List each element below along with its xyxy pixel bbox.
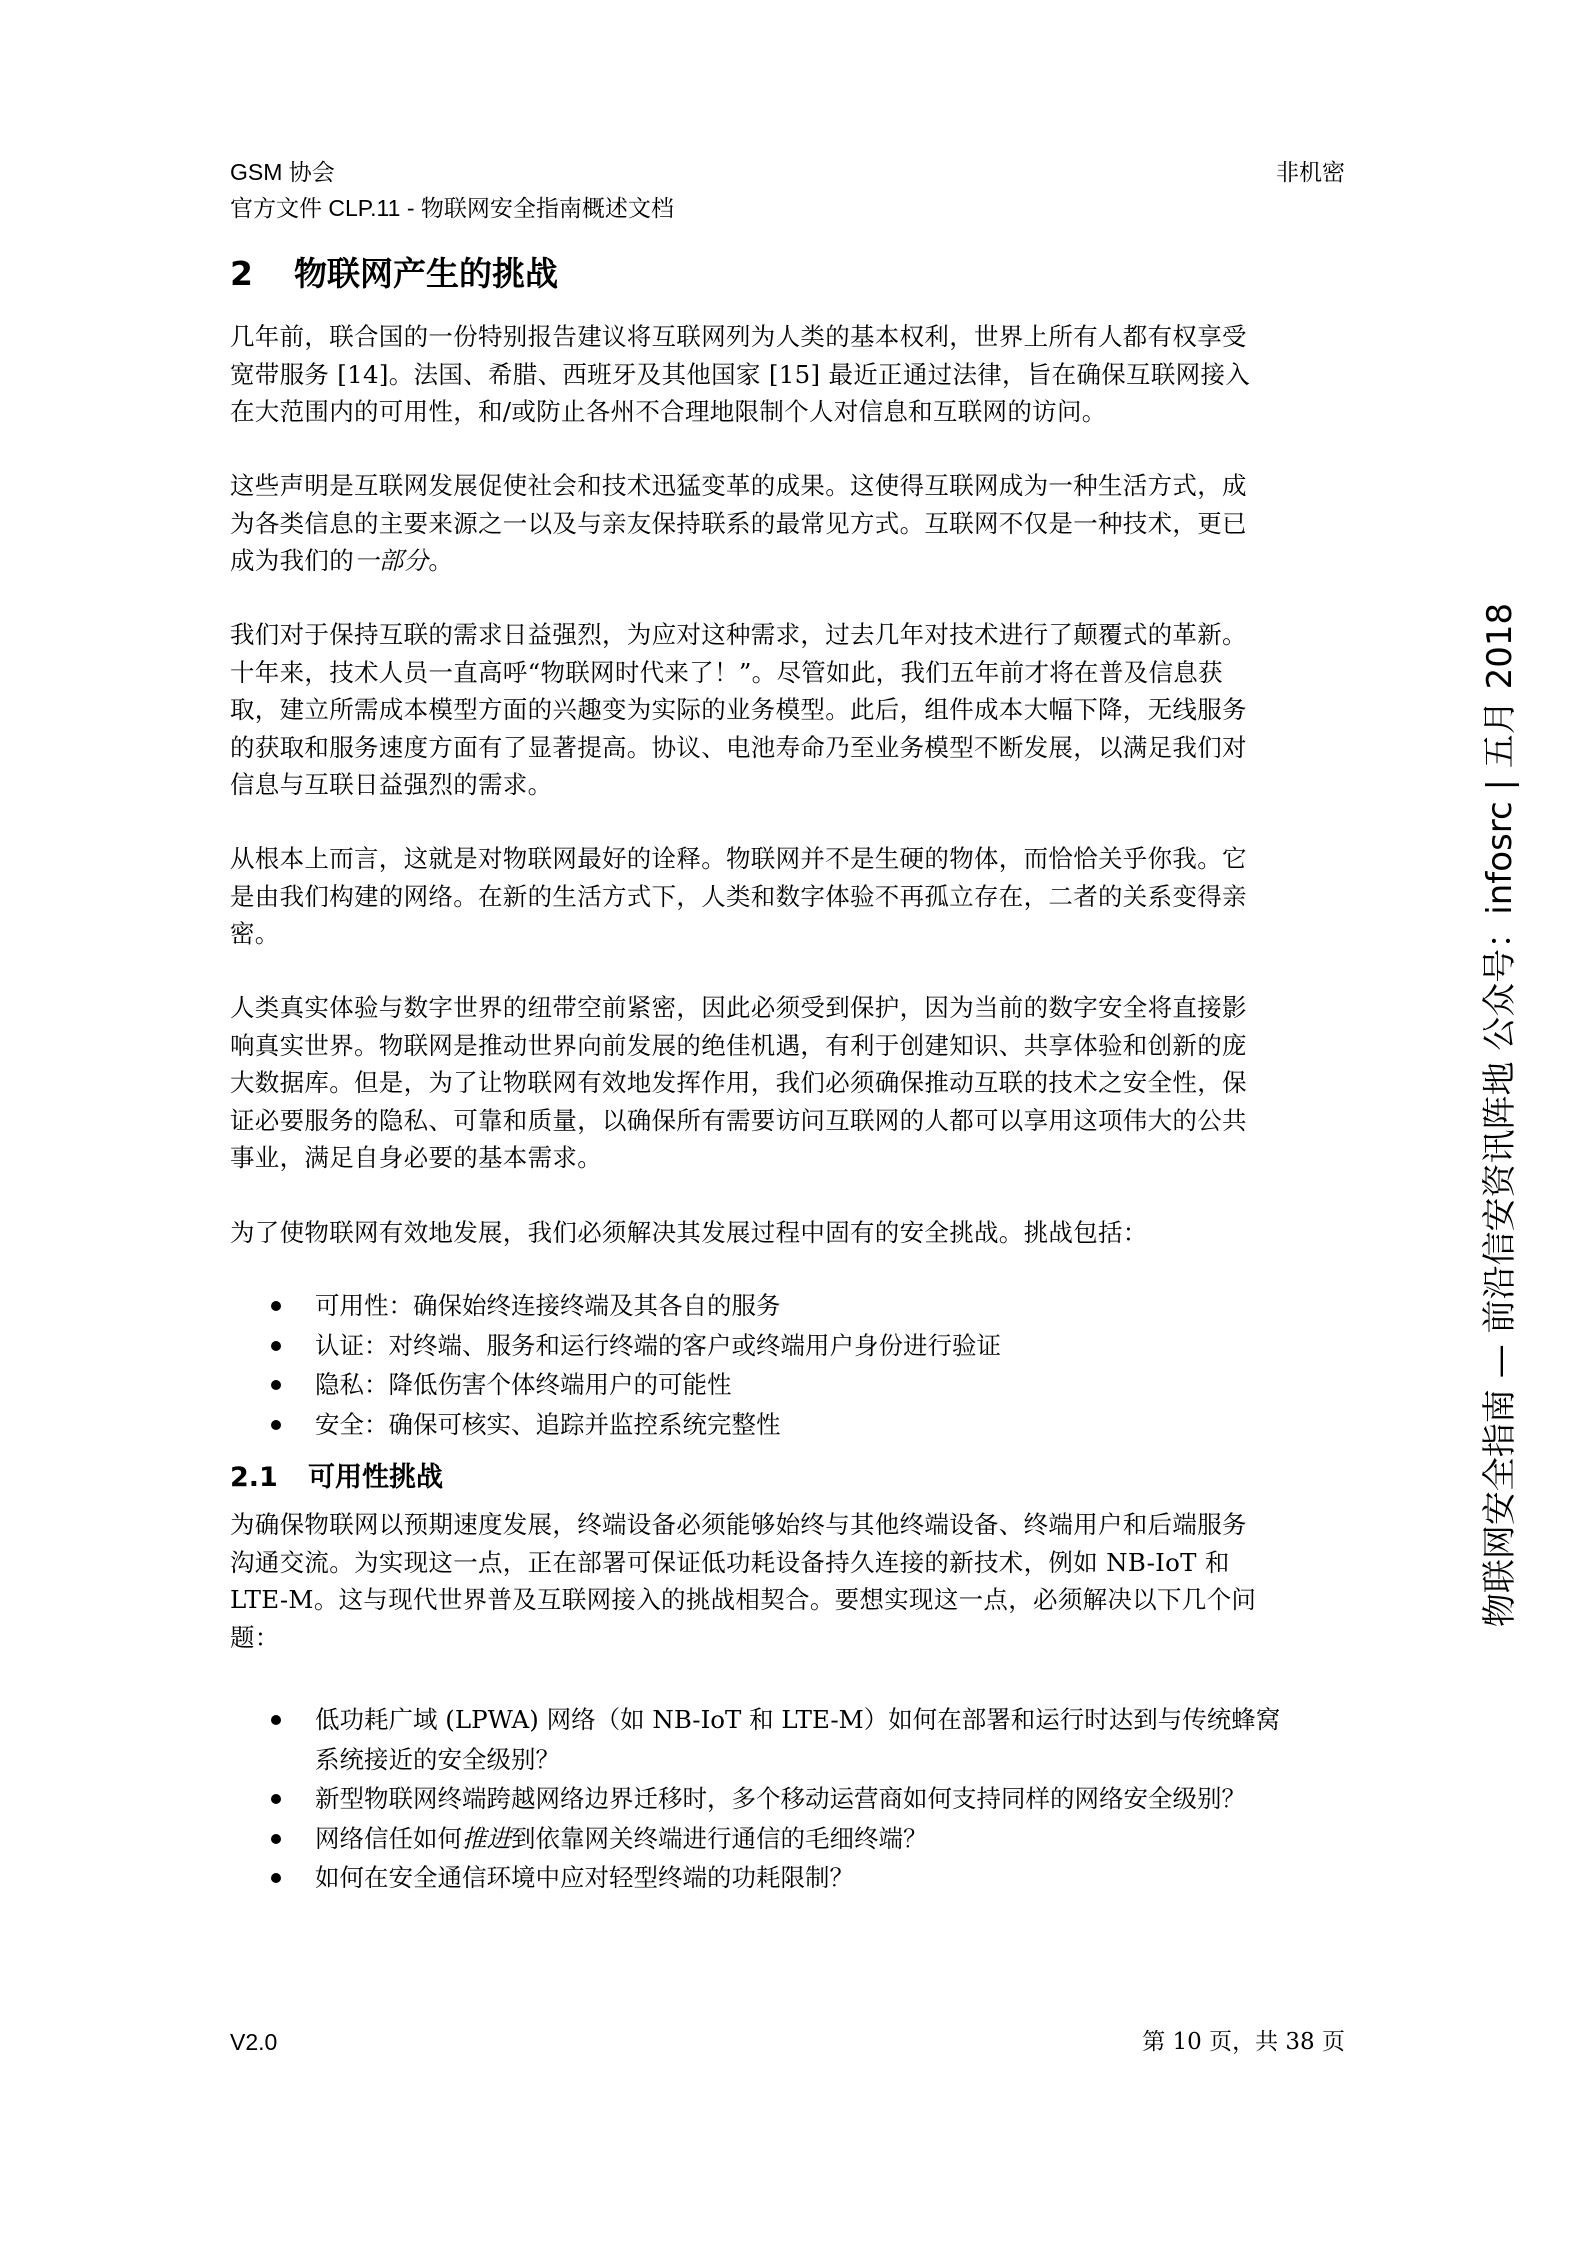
bullet-icon <box>271 1794 281 1804</box>
subsection-paragraph <box>230 1506 1352 1656</box>
paragraph-line: 为确保物联网以预期速度发展，终端设备必须能够始终与其他终端设备、终端用户和后端服务 <box>230 1510 1247 1539</box>
list-item-text: 低功耗广域 (LPWA) 网络（如 NB-IoT 和 LTE-M）如何在部署和运行时达到与传统蜂窝 <box>315 1705 1281 1734</box>
list-item-text: 系统接近的安全级别？ <box>315 1744 560 1774</box>
list-item <box>230 1326 1390 1366</box>
list-item-text: 可用性：确保始终连接终端及其各自的服务 <box>315 1291 781 1320</box>
list-item-text: 新型物联网终端跨越网络边界迁移时，多个移动运营商如何支持同样的网络安全级别？ <box>315 1784 1246 1813</box>
footer-version: V2.0 <box>230 2029 278 2055</box>
paragraph-line: 我们对于保持互联的需求日益强烈，为应对这种需求，过去几年对技术进行了颠覆式的革新。 <box>230 620 1247 649</box>
paragraph-line: 从根本上而言，这就是对物联网最好的诠释。物联网并不是生硬的物体，而恰恰关乎你我。它 <box>230 844 1247 873</box>
paragraph-line: 题： <box>230 1622 280 1652</box>
bullet-icon <box>271 1341 281 1351</box>
subsection-title: 可用性挑战 <box>308 1462 443 1493</box>
paragraph-line: 取，建立所需成本模型方面的兴趣变为实际的业务模型。此后，组件成本大幅下降，无线服务 <box>230 695 1247 724</box>
paragraph-1 <box>230 318 1352 431</box>
paragraph-line: 宽带服务 [14]。法国、希腊、西班牙及其他国家 [15] 最近正通过法律，旨在确保互联网接入 <box>230 359 1251 389</box>
paragraph-line: 大数据库。但是，为了让物联网有效地发挥作用，我们必须确保推动互联的技术之安全性，保 <box>230 1068 1247 1097</box>
text-run: 网络信任如何 <box>315 1823 462 1853</box>
bullet-icon <box>271 1420 281 1430</box>
bullet-icon <box>271 1380 281 1390</box>
paragraph-5 <box>230 989 1352 1177</box>
paragraph-line: 是由我们构建的网络。在新的生活方式下，人类和数字体验不再孤立存在，二者的关系变得亲 <box>230 881 1247 911</box>
italic-emphasis: 一部分 <box>354 546 429 575</box>
paragraph-3 <box>230 616 1352 804</box>
paragraph-line <box>230 542 1352 580</box>
subsection-number: 2.1 <box>230 1462 278 1493</box>
paragraph-line: 为各类信息的主要来源之一以及与亲友保持联系的最常见方式。互联网不仅是一种技术，更已 <box>230 508 1247 538</box>
bullet-icon <box>271 1715 281 1725</box>
paragraph-line: 的获取和服务速度方面有了显著提高。协议、电池寿命乃至业务模型不断发展，以满足我们对 <box>230 732 1247 762</box>
paragraph-line: 密。 <box>230 919 280 948</box>
subsection-heading <box>230 1460 443 1496</box>
list-item-text: 安全：确保可核实、追踪并监控系统完整性 <box>315 1409 781 1439</box>
paragraph-line: 这些声明是互联网发展促使社会和技术迅猛变革的成果。这使得互联网成为一种生活方式，成 <box>230 471 1247 500</box>
bullet-icon <box>271 1873 281 1883</box>
paragraph-line: 响真实世界。物联网是推动世界向前发展的绝佳机遇，有利于创建知识、共享体验和创新的庞 <box>230 1030 1247 1060</box>
header-doc-title: 官方文件 CLP.11 - 物联网安全指南概述文档 <box>230 195 674 221</box>
paragraph-line: LTE-M。这与现代世界普及互联网接入的挑战相契合。要想实现这一点，必须解决以下几个问 <box>230 1585 1257 1614</box>
paragraph-line: 沟通交流。为实现这一点，正在部署可保证低功耗设备持久连接的新技术，例如 NB-IoT 和 <box>230 1547 1230 1577</box>
side-banner-text: 物联网安全指南 — 前沿信安资讯阵地 公众号：infosrc | 五月 2018 <box>1480 602 1520 1628</box>
paragraph-line: 十年来，技术人员一直高呼“物联网时代来了！”。尽管如此，我们五年前才将在普及信息获 <box>230 657 1223 687</box>
list-item <box>230 1858 1390 1898</box>
text-run: 。 <box>428 546 454 575</box>
list-item <box>230 1819 1390 1859</box>
paragraph-2 <box>230 467 1352 580</box>
paragraph-line: 为了使物联网有效地发展，我们必须解决其发展过程中固有的安全挑战。挑战包括： <box>230 1218 1148 1247</box>
list-item-text: 如何在安全通信环境中应对轻型终端的功耗限制？ <box>315 1863 854 1892</box>
header-classification: 非机密 <box>1276 159 1345 185</box>
section-heading <box>230 252 558 296</box>
footer-page-info: 第 10 页，共 38 页 <box>1142 2029 1345 2055</box>
list-item-text: 认证：对终端、服务和运行终端的客户或终端用户身份进行验证 <box>315 1330 1001 1360</box>
bullet-icon <box>271 1834 281 1844</box>
header-org: GSM 协会 <box>230 159 335 185</box>
paragraph-6 <box>230 1214 1352 1252</box>
list-item <box>230 1286 1390 1326</box>
text-run: 成为我们的 <box>230 546 354 575</box>
list-item <box>230 1700 1390 1779</box>
section-title: 物联网产生的挑战 <box>294 254 558 293</box>
paragraph-line: 人类真实体验与数字世界的纽带空前紧密，因此必须受到保护，因为当前的数字安全将直接影 <box>230 993 1247 1022</box>
list-item <box>230 1779 1390 1819</box>
list-item <box>230 1365 1390 1405</box>
list-item-text: 隐私：降低伤害个体终端用户的可能性 <box>315 1370 732 1399</box>
paragraph-line: 几年前，联合国的一份特别报告建议将互联网列为人类的基本权利，世界上所有人都有权享受 <box>230 322 1247 351</box>
paragraph-line: 在大范围内的可用性，和/或防止各州不合理地限制个人对信息和互联网的访问。 <box>230 397 1107 426</box>
bullet-icon <box>271 1301 281 1311</box>
paragraph-line: 信息与互联日益强烈的需求。 <box>230 770 553 799</box>
questions-list <box>230 1700 1390 1898</box>
paragraph-4 <box>230 840 1352 953</box>
list-item <box>230 1405 1390 1445</box>
text-run: 到依靠网关终端进行通信的毛细终端？ <box>511 1823 928 1853</box>
challenges-list <box>230 1286 1390 1444</box>
paragraph-line: 事业，满足自身必要的基本需求。 <box>230 1143 602 1172</box>
paragraph-line: 证必要服务的隐私、可靠和质量，以确保所有需要访问互联网的人都可以享用这项伟大的公共 <box>230 1105 1247 1135</box>
section-number: 2 <box>230 254 253 293</box>
italic-emphasis: 推进 <box>462 1823 511 1853</box>
